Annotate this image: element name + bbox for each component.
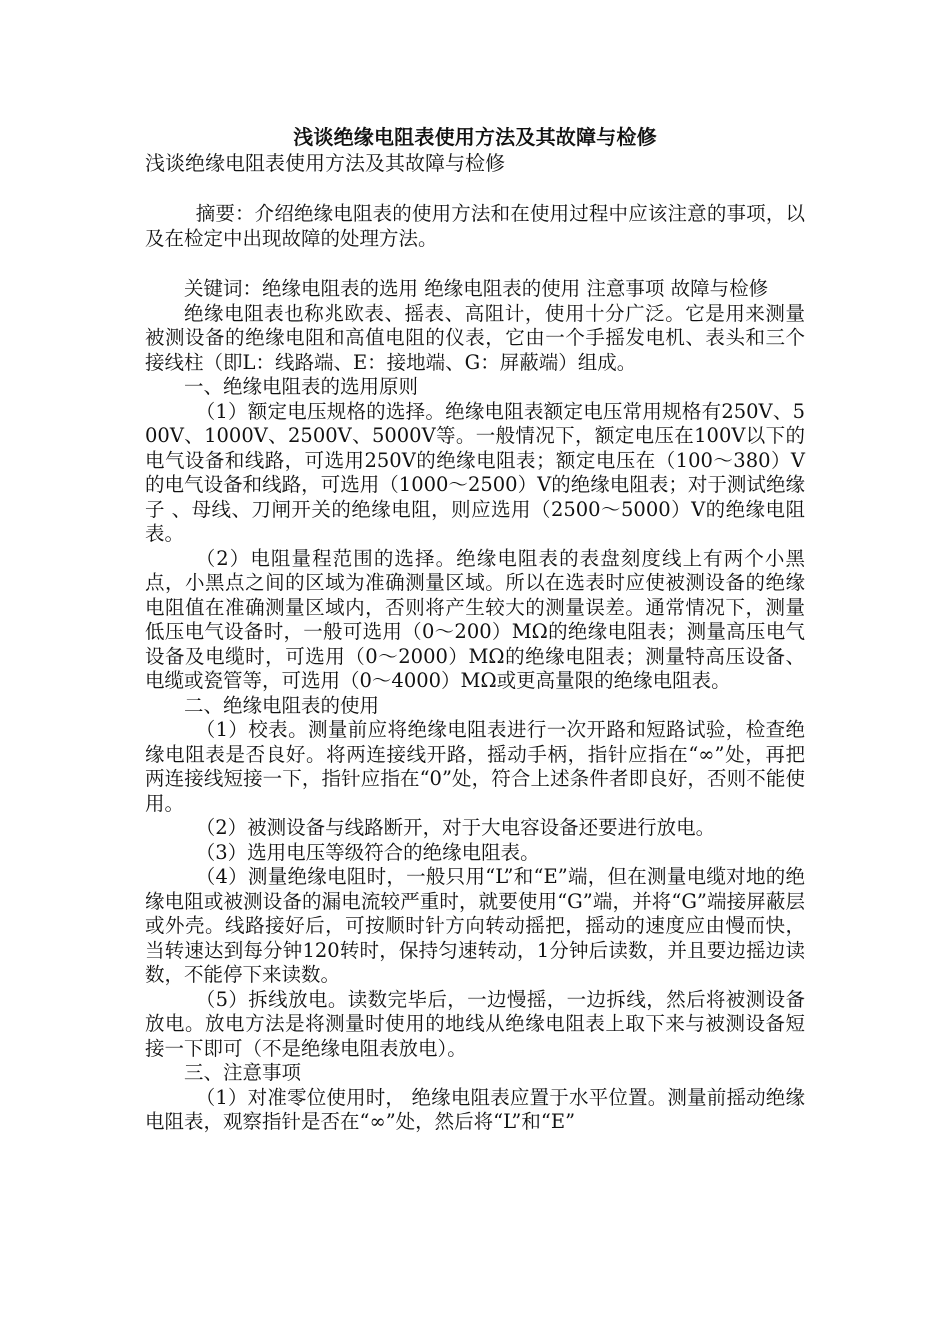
keywords-paragraph: 关键词：绝缘电阻表的选用 绝缘电阻表的使用 注意事项 故障与检修 [184,277,769,300]
abstract-paragraph: 摘要：介绍绝缘电阻表的使用方法和在使用过程中应该注意的事项，以及在检定中出现故障的处理方法。 [145,202,805,250]
section2-item: （1）校表。测量前应将绝缘电阻表进行一次开路和短路试验，检查绝缘电阻表是否良好。将两连接线开路，摇动手柄，指针应指在“∞”处，再把两连接线短接一下，指针应指在“0”处，符合上述条件者即良好，否则不能使用。 [145,718,805,815]
section1-item: （2）电阻量程范围的选择。绝缘电阻表的表盘刻度线上有两个小黑点，小黑点之间的区域为准确测量区域。所以在选表时应使被测设备的绝缘电阻值在准确测量区域内，否则将产生较大的测量误差。通常情况下，测量低压电气设备时，一般可选用（0～200）MΩ的绝缘电阻表；测量高压电气设备及电缆时，可选用（0～2000）MΩ的绝缘电阻表；测量特高压设备、电缆或瓷管等，可选用（0～4000）MΩ或更高量限的绝缘电阻表。 [145,546,805,692]
document-subtitle: 浅谈绝缘电阻表使用方法及其故障与检修 [145,151,505,175]
section2-item: （5）拆线放电。读数完毕后，一边慢摇，一边拆线，然后将被测设备放电。放电方法是将测量时使用的地线从绝缘电阻表上取下来与被测设备短接一下即可（不是绝缘电阻表放电）。 [145,987,805,1060]
section3-item: （1）对准零位使用时， 绝缘电阻表应置于水平位置。测量前摇动绝缘电阻表，观察指针是否在“∞”处，然后将“L”和“E” [145,1085,805,1133]
section2-heading: 二、绝缘电阻表的使用 [184,693,380,717]
document-body [145,124,805,1135]
section2-item: （4）测量绝缘电阻时，一般只用“L”和“E”端，但在测量电缆对地的绝缘电阻或被测设备的漏电流较严重时，就要使用“G”端，并将“G”端接屏蔽层或外壳。线路接好后，可按顺时针方向转动摇把，摇动的速度应由慢而快，当转速达到每分钟120转时，保持匀速转动，1分钟后读数，并且要边摇边读数，不能停下来读数。 [145,865,805,986]
document-title: 浅谈绝缘电阻表使用方法及其故障与检修 [293,125,657,149]
section3-heading: 三、注意事项 [184,1061,302,1084]
section2-item: （3）选用电压等级符合的绝缘电阻表。 [195,840,540,864]
section2-item: （2）被测设备与线路断开，对于大电容设备还要进行放电。 [195,816,716,839]
intro-paragraph: 绝缘电阻表也称兆欧表、摇表、高阻计，使用十分广泛。它是用来测量被测设备的绝缘电阻和高值电阻的仪表，它由一个手摇发电机、表头和三个接线柱（即L：线路端、E：接地端、G：屏蔽端）组成。 [145,301,805,374]
section1-heading: 一、绝缘电阻表的选用原则 [184,375,419,398]
section1-item: （1）额定电压规格的选择。绝缘电阻表额定电压常用规格有250V、500V、1000V、2500V、5000V等。一般情况下，额定电压在100V以下的电气设备和线路，可选用250V的绝缘电阻表；额定电压在（100～380）V的电气设备和线路，可选用（1000～2500）V的绝缘电阻表；对于测试绝缘子 、母线、刀闸开关的绝缘电阻，则应选用（2500～5000）V的绝缘电阻表。 [145,399,805,545]
